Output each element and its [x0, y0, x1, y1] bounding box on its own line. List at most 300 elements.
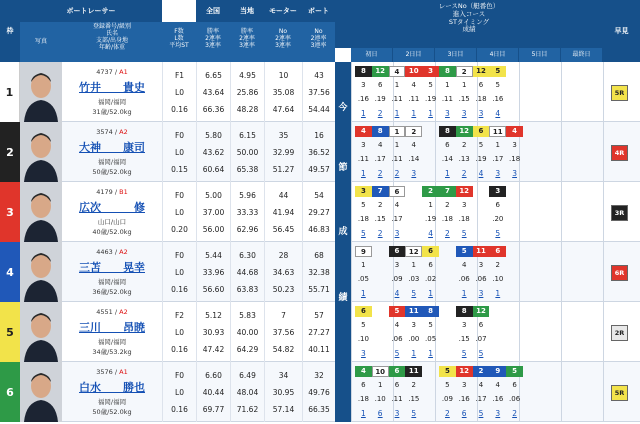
st-timing: .15 — [458, 95, 470, 103]
zenkoku-rates-value: 43.62 — [202, 148, 225, 157]
race-number-chip: 6 — [389, 366, 406, 377]
st-timing: .10 — [374, 395, 386, 403]
day-divider — [603, 182, 604, 242]
racer-portrait-icon — [20, 362, 62, 422]
racer-portrait-icon — [20, 62, 62, 122]
race-badge-button[interactable]: 5R — [611, 85, 628, 101]
racer-name-link[interactable]: 三川 昂暁 — [79, 321, 145, 334]
zenkoku-rates — [196, 62, 230, 122]
race-badge-button[interactable]: 5R — [611, 385, 628, 401]
zenkoku-rates — [196, 362, 230, 422]
boat-stats — [302, 182, 335, 242]
racer-age-weight: 40歳/52.0kg — [92, 228, 132, 236]
race-result-link[interactable]: 2 — [377, 169, 383, 178]
st-timing — [439, 334, 456, 345]
race-badge-button[interactable]: 3R — [611, 205, 628, 221]
entry-course: 3 — [478, 261, 484, 269]
race-number-chip: 4 — [389, 66, 406, 77]
st-timing: .18 — [357, 395, 369, 403]
st-timing: .16 — [492, 395, 504, 403]
st-timing — [422, 394, 439, 405]
st-timing: .13 — [458, 155, 470, 163]
race-result-link[interactable]: 1 — [394, 109, 400, 118]
race-result-link[interactable]: 1 — [428, 349, 433, 358]
entry-course: 4 — [411, 141, 417, 149]
header-day-3: 3日目 — [435, 48, 477, 62]
racer-row-3 — [0, 182, 640, 242]
entry-course: 1 — [461, 81, 467, 89]
race-result-link[interactable]: 2 — [461, 169, 467, 178]
race-result-link[interactable]: 1 — [411, 109, 417, 118]
boat-number: 2 — [0, 122, 20, 182]
racer-info — [62, 122, 162, 182]
registration-number: 4737 / — [96, 68, 120, 76]
race-number-chip: 8 — [355, 66, 372, 77]
entry-course: 6 — [495, 201, 501, 209]
st-timing: .09 — [391, 275, 403, 283]
entry-course — [439, 260, 456, 271]
zenkoku-rates-value: 47.42 — [202, 345, 225, 354]
race-badge-button[interactable]: 4R — [611, 145, 628, 161]
racer-row-4 — [0, 242, 640, 302]
entry-course: 6 — [512, 381, 517, 389]
motor-stats-value: 7 — [281, 311, 286, 320]
boat-stats-value: 36.52 — [308, 148, 330, 157]
fl-st-value: L0 — [175, 148, 184, 157]
touchi-rates — [230, 62, 264, 122]
race-result-link[interactable]: 2 — [512, 409, 517, 418]
st-timing: .06 — [475, 275, 487, 283]
boat-stats-value: 32 — [314, 371, 324, 380]
touchi-rates-value: 50.00 — [236, 148, 259, 157]
session-label-char: 績 — [338, 293, 348, 303]
racer-row-6 — [0, 362, 640, 422]
race-number-chip: 3 — [422, 66, 439, 77]
fl-st — [162, 62, 196, 122]
boat-stats-value: 66.35 — [308, 405, 330, 414]
boat-stats — [302, 62, 335, 122]
racer-info — [62, 302, 162, 362]
zenkoku-rates — [196, 122, 230, 182]
race-result-link[interactable]: 4 — [478, 169, 484, 178]
zenkoku-rates-value: 56.60 — [202, 285, 225, 294]
registration-class — [62, 368, 162, 376]
motor-stats-value: 51.27 — [272, 165, 295, 174]
zenkoku-rates-value: 6.65 — [205, 71, 222, 80]
touchi-rates-value: 48.28 — [236, 105, 259, 114]
race-result-link[interactable]: 5 — [495, 229, 501, 238]
fl-st — [162, 182, 196, 242]
race-result-link[interactable] — [422, 168, 439, 179]
boat-number: 1 — [0, 62, 20, 122]
race-number-chip: 7 — [439, 186, 456, 197]
race-history-grid — [351, 362, 603, 422]
race-result-link[interactable]: 3 — [478, 109, 484, 118]
rows-container — [0, 62, 640, 424]
day-divider — [603, 122, 604, 182]
race-result-link[interactable]: 5 — [461, 229, 467, 238]
race-result-link[interactable]: 1 — [428, 109, 433, 118]
race-number-chip: 3 — [355, 186, 372, 197]
entry-course: 5 — [445, 381, 450, 389]
racer-age-weight: 50歳/52.0kg — [92, 408, 132, 416]
race-number-chip: 9 — [489, 366, 506, 377]
motor-stats-value: 30.95 — [272, 388, 295, 397]
entry-course: 1 — [394, 81, 400, 89]
fl-st-value: L0 — [175, 88, 184, 97]
race-result-link[interactable]: 5 — [478, 409, 484, 418]
race-number-chip: 4 — [506, 126, 523, 137]
race-number-chip: 11 — [473, 246, 490, 257]
racer-info — [62, 62, 162, 122]
fl-st-value: 0.16 — [171, 105, 188, 114]
entry-course: 4 — [411, 81, 417, 89]
race-result-link[interactable]: 5 — [461, 349, 467, 358]
race-result-link[interactable]: 2 — [377, 229, 383, 238]
entry-course: 1 — [495, 141, 501, 149]
st-timing: .15 — [408, 395, 420, 403]
zenkoku-rates — [196, 182, 230, 242]
day-divider — [351, 302, 352, 362]
racer-photo — [20, 122, 62, 182]
header-touchi-rates: 勝率 2連率 3連率 — [230, 22, 264, 62]
racer-name-link[interactable]: 竹井 貴史 — [79, 81, 145, 94]
race-result-link[interactable] — [473, 228, 490, 239]
touchi-rates-value: 5.83 — [239, 311, 256, 320]
entry-course: 1 — [428, 201, 433, 209]
racer-branch: 福岡/福岡 — [97, 278, 127, 286]
entry-course: 5 — [361, 201, 366, 209]
race-result-link[interactable]: 5 — [411, 289, 417, 298]
day-divider — [519, 302, 520, 362]
header-zenkoku-rates: 勝率 2連率 3連率 — [196, 22, 230, 62]
entry-course — [405, 200, 422, 211]
race-result-link[interactable] — [439, 348, 456, 359]
racer-name-link[interactable]: 三苫 晃幸 — [79, 261, 145, 274]
entry-course: 3 — [512, 141, 517, 149]
st-timing: .16 — [357, 95, 369, 103]
st-timing: .19 — [374, 95, 386, 103]
header-boat: ボート — [302, 0, 335, 22]
touchi-rates — [230, 302, 264, 362]
fl-st-value: 0.15 — [171, 165, 188, 174]
header-boat-rates: No 2連率 3連率 — [302, 22, 335, 62]
race-number-chip: 12 — [456, 366, 473, 377]
race-result-link[interactable]: 3 — [361, 349, 366, 358]
race-result-link[interactable]: 3 — [394, 229, 400, 238]
racer-branch: 山口/山口 — [97, 218, 127, 226]
st-timing: .17 — [475, 395, 487, 403]
entry-course: 4 — [394, 201, 400, 209]
current-session-label — [335, 62, 351, 422]
day-divider — [351, 122, 352, 182]
racer-name-link[interactable]: 大神 康司 — [79, 141, 145, 154]
race-result-link[interactable] — [422, 408, 439, 419]
race-result-link[interactable]: 3 — [461, 109, 467, 118]
race-result-link[interactable]: 1 — [445, 169, 450, 178]
race-number-chip: 2 — [456, 66, 473, 77]
race-number-chip: 8 — [456, 306, 473, 317]
zenkoku-rates-value: 5.44 — [205, 251, 222, 260]
fl-st-value: F2 — [174, 311, 185, 320]
motor-stats-value: 57.14 — [272, 405, 295, 414]
entry-course: 3 — [411, 321, 417, 329]
touchi-rates-value: 71.62 — [236, 405, 259, 414]
race-result-link[interactable]: 2 — [377, 109, 383, 118]
racer-photo — [20, 62, 62, 122]
st-timing: .11 — [391, 155, 403, 163]
boat-number: 3 — [0, 182, 20, 242]
racer-photo — [20, 302, 62, 362]
st-timing: .15 — [458, 335, 470, 343]
race-history-grid — [351, 242, 603, 302]
race-result-link[interactable]: 2 — [394, 169, 400, 178]
motor-stats-value: 56.45 — [272, 225, 295, 234]
st-timing: .02 — [425, 275, 437, 283]
entry-course — [489, 320, 506, 331]
race-number-chip: 7 — [372, 186, 389, 197]
race-number-chip: 4 — [355, 366, 372, 377]
race-result-link[interactable]: 1 — [411, 349, 417, 358]
race-result-link[interactable]: 5 — [361, 229, 366, 238]
st-timing — [405, 214, 422, 225]
race-number-chip: 11 — [405, 306, 422, 317]
race-number-chip: 8 — [439, 126, 456, 137]
entry-course: 2 — [377, 201, 383, 209]
header-race-info: レースNo（艇番色） 進入コース STタイミング 成績 — [335, 0, 603, 48]
race-result-link[interactable]: 1 — [461, 289, 467, 298]
race-number-chip: 6 — [389, 246, 406, 257]
touchi-rates-value: 6.15 — [239, 131, 256, 140]
racer-name-link[interactable]: 白水 勝也 — [79, 381, 145, 394]
registration-class — [62, 188, 162, 196]
race-number-chip: 6 — [389, 186, 406, 197]
race-result-link[interactable]: 5 — [411, 409, 417, 418]
header-touchi: 当地 — [230, 0, 264, 22]
st-timing: .17 — [391, 215, 403, 223]
fl-st-value: 0.16 — [171, 285, 188, 294]
st-timing: .14 — [408, 155, 420, 163]
st-timing: .00 — [408, 335, 420, 343]
race-result-link[interactable]: 3 — [495, 169, 501, 178]
race-result-link[interactable]: 4 — [495, 109, 501, 118]
st-timing: .18 — [475, 95, 487, 103]
zenkoku-rates-value: 30.93 — [202, 328, 225, 337]
race-result-link[interactable]: 3 — [512, 169, 517, 178]
race-result-link[interactable]: 5 — [478, 349, 484, 358]
st-timing: .11 — [357, 155, 369, 163]
race-badge-button[interactable]: 6R — [611, 265, 628, 281]
racer-portrait-icon — [20, 182, 62, 242]
boat-stats-value: 49.76 — [308, 388, 330, 397]
header-forecast: 早見 — [603, 0, 640, 62]
boat-stats-value: 46.83 — [308, 225, 330, 234]
race-number-chip: 12 — [473, 66, 490, 77]
day-divider — [561, 362, 562, 422]
entry-course: 1 — [394, 141, 400, 149]
registration-class — [62, 308, 162, 316]
racer-info — [62, 182, 162, 242]
race-result-link[interactable]: 1 — [495, 289, 501, 298]
fl-st-value: L0 — [175, 268, 184, 277]
entry-course: 6 — [445, 141, 450, 149]
motor-stats-value: 35.08 — [272, 88, 295, 97]
day-divider — [561, 302, 562, 362]
registration-number: 3576 / — [96, 368, 120, 376]
entry-course: 6 — [478, 81, 484, 89]
st-timing — [372, 334, 389, 345]
racer-photo — [20, 362, 62, 422]
race-result-link[interactable]: 3 — [495, 409, 501, 418]
racer-branch: 福岡/福岡 — [97, 98, 127, 106]
boat-number: 4 — [0, 242, 20, 302]
race-result-link[interactable]: 1 — [361, 409, 366, 418]
entry-course — [372, 320, 389, 331]
race-result-link[interactable]: 1 — [361, 169, 366, 178]
st-timing: .11 — [391, 95, 403, 103]
racer-branch: 福岡/福岡 — [97, 398, 127, 406]
entry-course: 5 — [428, 321, 433, 329]
st-timing: .05 — [425, 335, 437, 343]
entry-course: 6 — [361, 381, 366, 389]
race-result-link[interactable] — [372, 348, 389, 359]
race-result-link[interactable]: 6 — [377, 409, 383, 418]
entry-course: 2 — [445, 201, 450, 209]
racer-info — [62, 362, 162, 422]
header-day-5: 5日目 — [519, 48, 561, 62]
race-result-link[interactable]: 1 — [361, 289, 366, 298]
race-result-link[interactable] — [372, 288, 389, 299]
day-divider — [603, 62, 604, 122]
boat-stats-value: 37.56 — [308, 88, 330, 97]
race-result-link[interactable]: 3 — [394, 409, 400, 418]
entry-course: 1 — [377, 381, 383, 389]
registration-class — [62, 68, 162, 76]
day-divider — [519, 242, 520, 302]
fl-st-value: L0 — [175, 328, 184, 337]
race-number-chip: 12 — [456, 126, 473, 137]
entry-course: 4 — [394, 321, 400, 329]
touchi-rates-value: 65.38 — [236, 165, 259, 174]
race-number-chip: 12 — [473, 306, 490, 317]
race-result-link[interactable]: 3 — [445, 109, 450, 118]
touchi-rates-value: 40.00 — [236, 328, 259, 337]
motor-stats-value: 34 — [278, 371, 289, 380]
st-timing: .18 — [441, 215, 453, 223]
st-timing: .10 — [357, 335, 369, 343]
entry-course: 3 — [361, 81, 366, 89]
racer-class: A2 — [119, 308, 128, 316]
race-result-link[interactable] — [405, 228, 422, 239]
zenkoku-rates-value: 66.36 — [202, 105, 225, 114]
boat-stats-value: 55.71 — [308, 285, 330, 294]
entry-course: 4 — [495, 381, 501, 389]
fl-st-value: F0 — [174, 191, 185, 200]
boat-stats — [302, 242, 335, 302]
race-number-chip: 5 — [389, 306, 406, 317]
race-result-link[interactable]: 2 — [445, 409, 450, 418]
fl-st-value: 0.16 — [171, 345, 188, 354]
touchi-rates — [230, 362, 264, 422]
entry-course: 6 — [478, 321, 484, 329]
header-day-2: 2日目 — [393, 48, 435, 62]
st-timing: .09 — [441, 395, 453, 403]
touchi-rates-value: 6.30 — [239, 251, 256, 260]
touchi-rates-value: 63.83 — [236, 285, 259, 294]
entry-course: 2 — [495, 261, 501, 269]
zenkoku-rates-value: 5.12 — [205, 311, 222, 320]
racer-age-weight: 50歳/52.0kg — [92, 168, 132, 176]
entry-course: 4 — [478, 381, 484, 389]
race-result-link[interactable]: 2 — [445, 229, 450, 238]
day-divider — [603, 302, 604, 362]
boat-stats-value: 54.44 — [308, 105, 330, 114]
touchi-rates — [230, 122, 264, 182]
touchi-rates — [230, 242, 264, 302]
race-result-link[interactable]: 6 — [461, 409, 467, 418]
race-number-chip: 6 — [355, 306, 372, 317]
racer-name-link[interactable]: 広次 修 — [79, 201, 145, 214]
st-timing: .06 — [391, 335, 403, 343]
touchi-rates-value: 64.29 — [236, 345, 259, 354]
race-result-link[interactable]: 1 — [361, 109, 366, 118]
day-divider — [351, 62, 352, 122]
zenkoku-rates-value: 5.80 — [205, 131, 222, 140]
session-label-char: 成 — [338, 227, 348, 237]
race-result-link[interactable]: 5 — [394, 349, 400, 358]
racer-photo — [20, 242, 62, 302]
race-history-grid — [351, 302, 603, 362]
race-result-link[interactable]: 4 — [428, 229, 433, 238]
header-zenkoku: 全国 — [196, 0, 230, 22]
racer-age-weight: 36歳/52.0kg — [92, 288, 132, 296]
motor-stats-value: 44 — [278, 191, 289, 200]
header-racer-info: 登録番号/級別 氏名 支部/出身地 年齢/体重 — [62, 22, 162, 62]
race-number-chip: 9 — [355, 246, 372, 257]
race-number-chip: 12 — [372, 66, 389, 77]
header-photo: 写真 — [20, 22, 62, 62]
race-result-link[interactable]: 1 — [428, 289, 433, 298]
fl-st-value: F1 — [174, 71, 185, 80]
zenkoku-rates-value: 5.00 — [205, 191, 222, 200]
racer-age-weight: 31歳/52.0kg — [92, 108, 132, 116]
entry-course: 3 — [461, 381, 467, 389]
session-label-char: 節 — [338, 163, 348, 173]
st-timing: .16 — [458, 395, 470, 403]
st-timing: .18 — [509, 155, 521, 163]
motor-stats-value: 10 — [278, 71, 289, 80]
race-result-link[interactable]: 3 — [411, 169, 417, 178]
entry-course — [473, 200, 490, 211]
race-badge-button[interactable]: 2R — [611, 325, 628, 341]
boat-stats-value: 43 — [314, 71, 324, 80]
entry-course: 6 — [377, 81, 383, 89]
motor-stats-value: 41.94 — [272, 208, 295, 217]
touchi-rates — [230, 182, 264, 242]
motor-stats-value: 50.23 — [272, 285, 295, 294]
racer-photo — [20, 182, 62, 242]
entry-course: 3 — [361, 141, 366, 149]
day-divider — [561, 182, 562, 242]
race-history-grid — [351, 122, 603, 182]
st-timing: .19 — [425, 215, 437, 223]
race-result-link[interactable] — [489, 348, 506, 359]
race-result-link[interactable]: 3 — [478, 289, 484, 298]
day-divider — [351, 242, 352, 302]
race-result-link[interactable]: 4 — [394, 289, 400, 298]
motor-stats — [264, 362, 302, 422]
race-result-link[interactable] — [439, 288, 456, 299]
